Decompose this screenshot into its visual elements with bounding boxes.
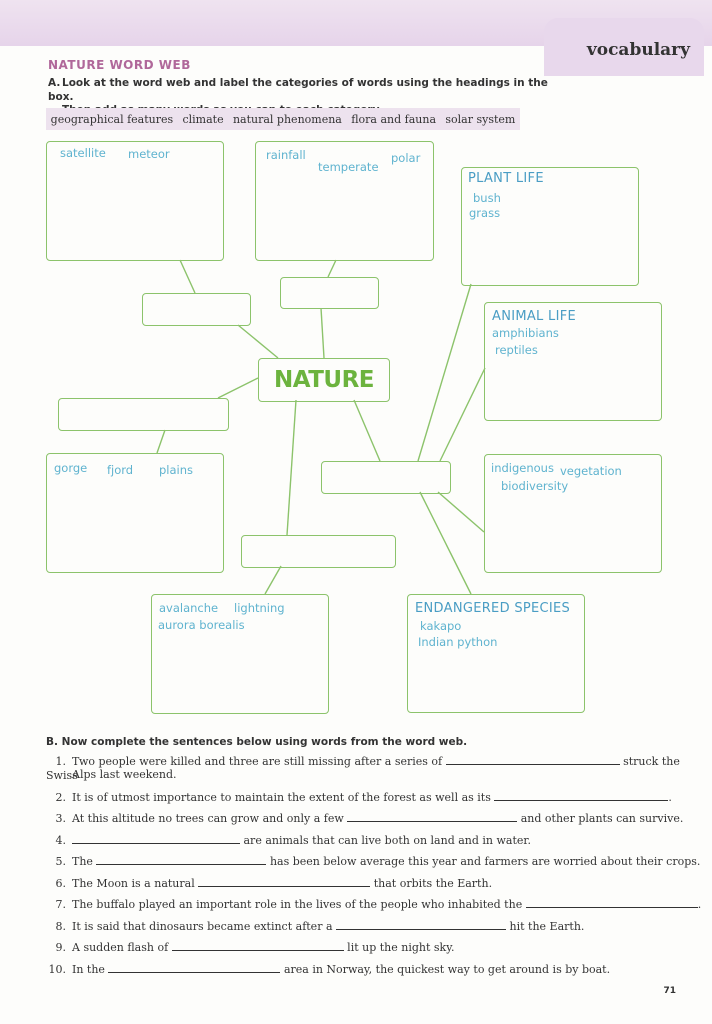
- sentence-text: The: [72, 855, 93, 868]
- part-b-instructions: [46, 736, 467, 748]
- box-heading: ANIMAL LIFE: [492, 309, 577, 324]
- sentence-text: .: [697, 898, 702, 911]
- box-heading: ENDANGERED SPECIES: [415, 601, 571, 616]
- sentence-text: that orbits the Earth.: [373, 877, 493, 890]
- sentence-text: and other plants can survive.: [520, 812, 684, 825]
- handwritten-word: aurora borealis: [158, 618, 245, 632]
- sentence-text: A sudden flash of: [72, 941, 169, 954]
- answer-blank[interactable]: [347, 811, 517, 822]
- handwritten-word: bush: [473, 191, 501, 205]
- connector-line: [354, 400, 380, 461]
- handwritten-word: temperate: [318, 160, 379, 174]
- answer-blank[interactable]: [108, 962, 280, 973]
- handwritten-word: kakapo: [420, 619, 462, 633]
- heading-option: solar system: [445, 112, 516, 126]
- answer-blank[interactable]: [336, 919, 506, 930]
- heading-option: geographical features: [50, 112, 174, 126]
- sentence-1-cont: Alps last weekend.: [72, 768, 177, 781]
- handwritten-word: avalanche: [159, 601, 219, 615]
- sentence-4: [46, 833, 531, 848]
- sentence-text: has been below average this year and farmers are worried about their crops.: [269, 855, 701, 868]
- connector-line: [440, 368, 485, 461]
- heading-blank-space[interactable]: [142, 293, 251, 326]
- section-title: NATURE WORD WEB: [48, 58, 191, 72]
- sentence-number: 9.: [55, 941, 66, 954]
- handwritten-word: meteor: [128, 147, 170, 161]
- heading-option: flora and fauna: [351, 112, 437, 126]
- answer-blank[interactable]: [198, 876, 370, 887]
- part-a-label: A.: [48, 77, 61, 89]
- handwritten-word: plains: [159, 463, 194, 477]
- sentence-number: 4.: [55, 834, 66, 847]
- sentence-text: It is of utmost importance to maintain the extent of the forest as well as its: [72, 791, 491, 804]
- sentence-text: The Moon is a natural: [72, 877, 195, 890]
- handwritten-word: Indian python: [418, 635, 498, 649]
- handwritten-word: rainfall: [266, 148, 306, 162]
- sentence-5: [46, 854, 700, 869]
- sentence-text: hit the Earth.: [509, 920, 585, 933]
- sentence-text: In the: [72, 963, 105, 976]
- heading-blank-land[interactable]: [58, 398, 229, 431]
- handwritten-word: reptiles: [495, 343, 538, 357]
- sentence-text: area in Norway, the quickest way to get around is by boat.: [283, 963, 611, 976]
- connector-line: [438, 492, 484, 532]
- connector-line: [420, 492, 471, 594]
- sentence-text: struck the Swiss: [46, 755, 680, 782]
- sentence-text: lit up the night sky.: [347, 941, 455, 954]
- sentence-text: Two people were killed and three are still missing after a series of: [72, 755, 443, 768]
- handwritten-word: satellite: [60, 146, 106, 160]
- sentence-number: 7.: [55, 898, 66, 911]
- answer-blank[interactable]: [96, 854, 266, 865]
- handwritten-word: gorge: [54, 461, 88, 475]
- answer-blank[interactable]: [494, 790, 668, 801]
- center-node: NATURE: [258, 358, 390, 402]
- sentence-text: It is said that dinosaurs became extinct after a: [72, 920, 333, 933]
- heading-blank-weather[interactable]: [280, 277, 379, 309]
- connector-line: [218, 378, 258, 398]
- sentence-text: At this altitude no trees can grow and only a few: [72, 812, 344, 825]
- page-number: 71: [663, 986, 676, 996]
- handwritten-word: biodiversity: [501, 479, 569, 493]
- handwritten-word: fjord: [107, 463, 134, 477]
- instruction-line-1: Look at the word web and label the categories of words using the headings in the box.: [48, 77, 548, 103]
- connector-line: [238, 325, 278, 358]
- sentence-number: 8.: [55, 920, 66, 933]
- sentence-number: 5.: [55, 855, 66, 868]
- sentence-number: 6.: [55, 877, 66, 890]
- connector-line: [418, 284, 471, 461]
- connector-line: [287, 400, 296, 535]
- connector-line: [180, 260, 195, 293]
- connector-line: [157, 430, 165, 453]
- sentence-number: 3.: [55, 812, 66, 825]
- connector-line: [328, 260, 336, 277]
- handwritten-word: polar: [391, 151, 421, 165]
- tab-label: vocabulary: [586, 40, 690, 60]
- handwritten-word: amphibians: [492, 326, 559, 340]
- handwritten-word: lightning: [234, 601, 285, 615]
- heading-option: climate: [182, 112, 224, 126]
- answer-blank[interactable]: [172, 940, 344, 951]
- sentence-text: .: [668, 791, 672, 804]
- sentence-number: 2.: [55, 791, 66, 804]
- sentence-10: [46, 962, 610, 977]
- handwritten-word: vegetation: [560, 464, 622, 478]
- handwritten-word: indigenous: [491, 461, 554, 475]
- sentence-8: [46, 919, 584, 934]
- sentence-9: [46, 940, 454, 955]
- heading-blank-phenomena[interactable]: [241, 535, 396, 568]
- handwritten-word: grass: [469, 206, 501, 220]
- box-heading: PLANT LIFE: [468, 171, 544, 186]
- connector-line: [265, 566, 281, 594]
- sentence-6: [46, 876, 492, 891]
- heading-option: natural phenomena: [232, 112, 342, 126]
- part-b-label: B.: [46, 736, 58, 748]
- sentence-3: [46, 811, 683, 826]
- sentence-text: The buffalo played an important role in the lives of the people who inhabited the: [72, 898, 523, 911]
- sentence-2: [46, 790, 672, 805]
- answer-blank[interactable]: [72, 833, 240, 844]
- sentence-text: are animals that can live both on land and in water.: [243, 834, 531, 847]
- heading-blank-flora-fauna[interactable]: [321, 461, 451, 494]
- part-b-text: Now complete the sentences below using words from the word web.: [61, 736, 468, 748]
- sentence-number: 1.: [55, 755, 66, 768]
- connector-line: [321, 308, 324, 358]
- answer-blank[interactable]: [446, 754, 620, 765]
- sentence-7: [46, 897, 701, 912]
- sentence-number: 10.: [48, 963, 66, 976]
- answer-blank[interactable]: [526, 897, 698, 908]
